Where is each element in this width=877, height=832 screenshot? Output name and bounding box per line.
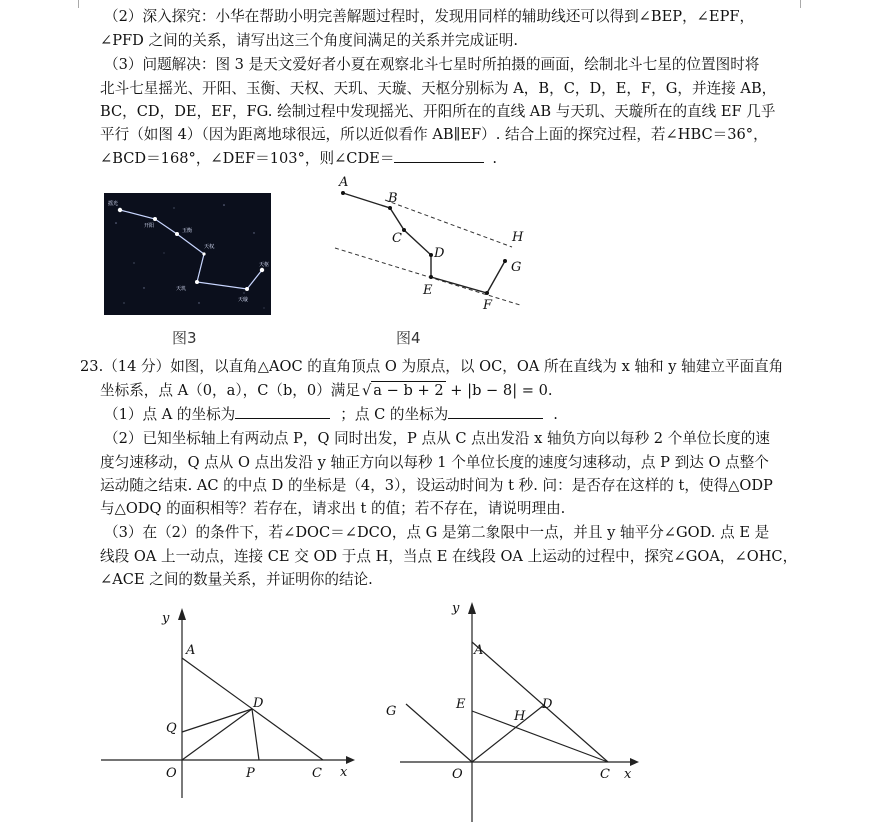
q23-part3-line2: 线段 OA 上一动点，连接 CE 交 OD 于点 H，当点 E 在线段 OA 上运动的过程中，探究∠GOA，∠OHC，: [100, 548, 798, 565]
fig3-star-label: 天璇: [238, 297, 249, 303]
sqrt-expression: √ a − b + 2: [361, 382, 444, 399]
graph2-label-e: E: [456, 697, 466, 712]
sqrt-radicand: a − b + 2: [373, 382, 444, 399]
graph1-label-q: Q: [166, 721, 177, 736]
fig4-label-g: G: [511, 260, 522, 275]
q22-part3-line1: （3）问题解决：图 3 是天文爱好者小夏在观察北斗七星时所拍摄的画面，绘制北斗七星的位置图时将: [104, 56, 760, 73]
figure-3-caption: 图3: [172, 329, 197, 347]
graph1-label-d: D: [253, 696, 264, 711]
q23-part2-line3: 运动随之结束. AC 的中点 D 的坐标是（4，3），设运动时间为 t 秒. 问：是否存在这样的 t，使得△ODP: [100, 477, 773, 494]
graph2-label-x: x: [624, 767, 632, 782]
answer-blank-point-c[interactable]: [448, 404, 543, 419]
q23-graph-1: [96, 600, 356, 800]
q23-part1: [104, 404, 558, 426]
graph2-label-h: H: [514, 709, 526, 724]
graph1-label-y: y: [162, 611, 170, 626]
graph2-label-c: C: [600, 767, 610, 782]
fig4-label-c: C: [392, 231, 402, 246]
q22-part3-line3: BC，CD，DE，EF，FG. 绘制过程中发现摇光、开阳所在的直线 AB 与天玑、天璇所在的直线 EF 几乎: [100, 103, 776, 120]
fig3-star-label: 天枢: [259, 262, 270, 268]
fig4-label-e: E: [423, 283, 433, 298]
graph1-label-c: C: [312, 766, 322, 781]
fig4-label-a: A: [339, 175, 349, 190]
graph1-label-p: P: [246, 766, 255, 781]
graph2-label-d: D: [542, 697, 553, 712]
figure-4-caption: 图4: [396, 329, 421, 347]
fig4-label-d: D: [434, 246, 445, 261]
graph2-label-a: A: [474, 643, 484, 658]
figure-3-photo: [104, 193, 271, 315]
fig4-label-f: F: [483, 298, 493, 313]
q22-part2-line1: （2）深入探究：小华在帮助小明完善解题过程时，发现用同样的辅助线还可以得到∠BEP，∠EPF，: [104, 8, 755, 25]
q22-part3-line2: 北斗七星摇光、开阳、玉衡、天权、天玑、天璇、天枢分别标为 A，B，C，D，E，F，G，并连接 AB，: [100, 80, 777, 97]
graph1-label-x: x: [340, 765, 348, 780]
q23-part2-line4: 与△ODQ 的面积相等？若存在，请求出 t 的值；若不存在，请说明理由.: [100, 500, 566, 517]
fig3-star-label: 玉衡: [182, 228, 193, 234]
q22-part3-line5: [100, 148, 497, 170]
fig4-label-b: B: [388, 191, 398, 206]
q22-part2-line2: ∠PFD 之间的关系，请写出这三个角度间满足的关系并完成证明.: [100, 32, 518, 49]
q23-part1-a: （1）点 A 的坐标为: [104, 406, 236, 423]
graph1-label-a: A: [186, 643, 196, 658]
page-edge-mark-right: [800, 0, 804, 8]
fig3-star-label: 天权: [204, 244, 215, 250]
fig4-label-h: H: [512, 230, 524, 245]
page-edge-mark-left: [78, 0, 82, 8]
q23-part3-line1: （3）在（2）的条件下，若∠DOC＝∠DCO，点 G 是第二象限中一点，并且 y 轴平分∠GOD. 点 E 是: [104, 524, 770, 541]
answer-blank-point-a[interactable]: [235, 404, 330, 419]
graph2-label-y: y: [452, 601, 460, 616]
q23-part1-b: ；点 C 的坐标为: [340, 406, 449, 423]
graph2-label-g: G: [386, 704, 397, 719]
fig3-star-label: 摇光: [108, 201, 119, 207]
q23-part2-line1: （2）已知坐标轴上有两动点 P，Q 同时出发，P 点从 C 点出发沿 x 轴负方向以每秒 2 个单位长度的速: [104, 430, 770, 447]
q23-graph-2: [380, 594, 640, 826]
fig3-star-label: 天玑: [176, 286, 187, 292]
q22-part3-line5-text: ∠BCD＝168°，∠DEF＝103°，则∠CDE＝: [100, 150, 395, 167]
q23-part2-line2: 度匀速移动，Q 点从 O 点出发沿 y 轴正方向以每秒 1 个单位长度的速度匀速移动，点 P 到达 O 点整个: [100, 454, 769, 471]
q23-line2-tail: + |b − 8| = 0.: [445, 382, 553, 399]
q23-line1: 23.（14 分）如图，以直角△AOC 的直角顶点 O 为原点，以 OC，OA 所在直线为 x 轴和 y 轴建立平面直角: [80, 358, 784, 375]
graph1-label-o: O: [166, 766, 177, 781]
q22-period: .: [492, 150, 498, 167]
q22-part3-line4: 平行（如图 4）（因为距离地球很远，所以近似看作 AB∥EF）. 结合上面的探究过程，若∠HBC＝36°，: [100, 126, 768, 143]
fig3-star-label: 开阳: [144, 223, 155, 229]
q23-part1-c: .: [553, 406, 558, 423]
q23-line2-text: 坐标系，点 A（0，a），C（b，0）满足: [100, 382, 360, 399]
answer-blank-cde[interactable]: [394, 148, 484, 163]
q23-line2: [100, 380, 553, 402]
q23-part3-line3: ∠ACE 之间的数量关系，并证明你的结论.: [100, 571, 373, 588]
figure-4-diagram: [330, 172, 530, 322]
graph2-label-o: O: [452, 767, 463, 782]
